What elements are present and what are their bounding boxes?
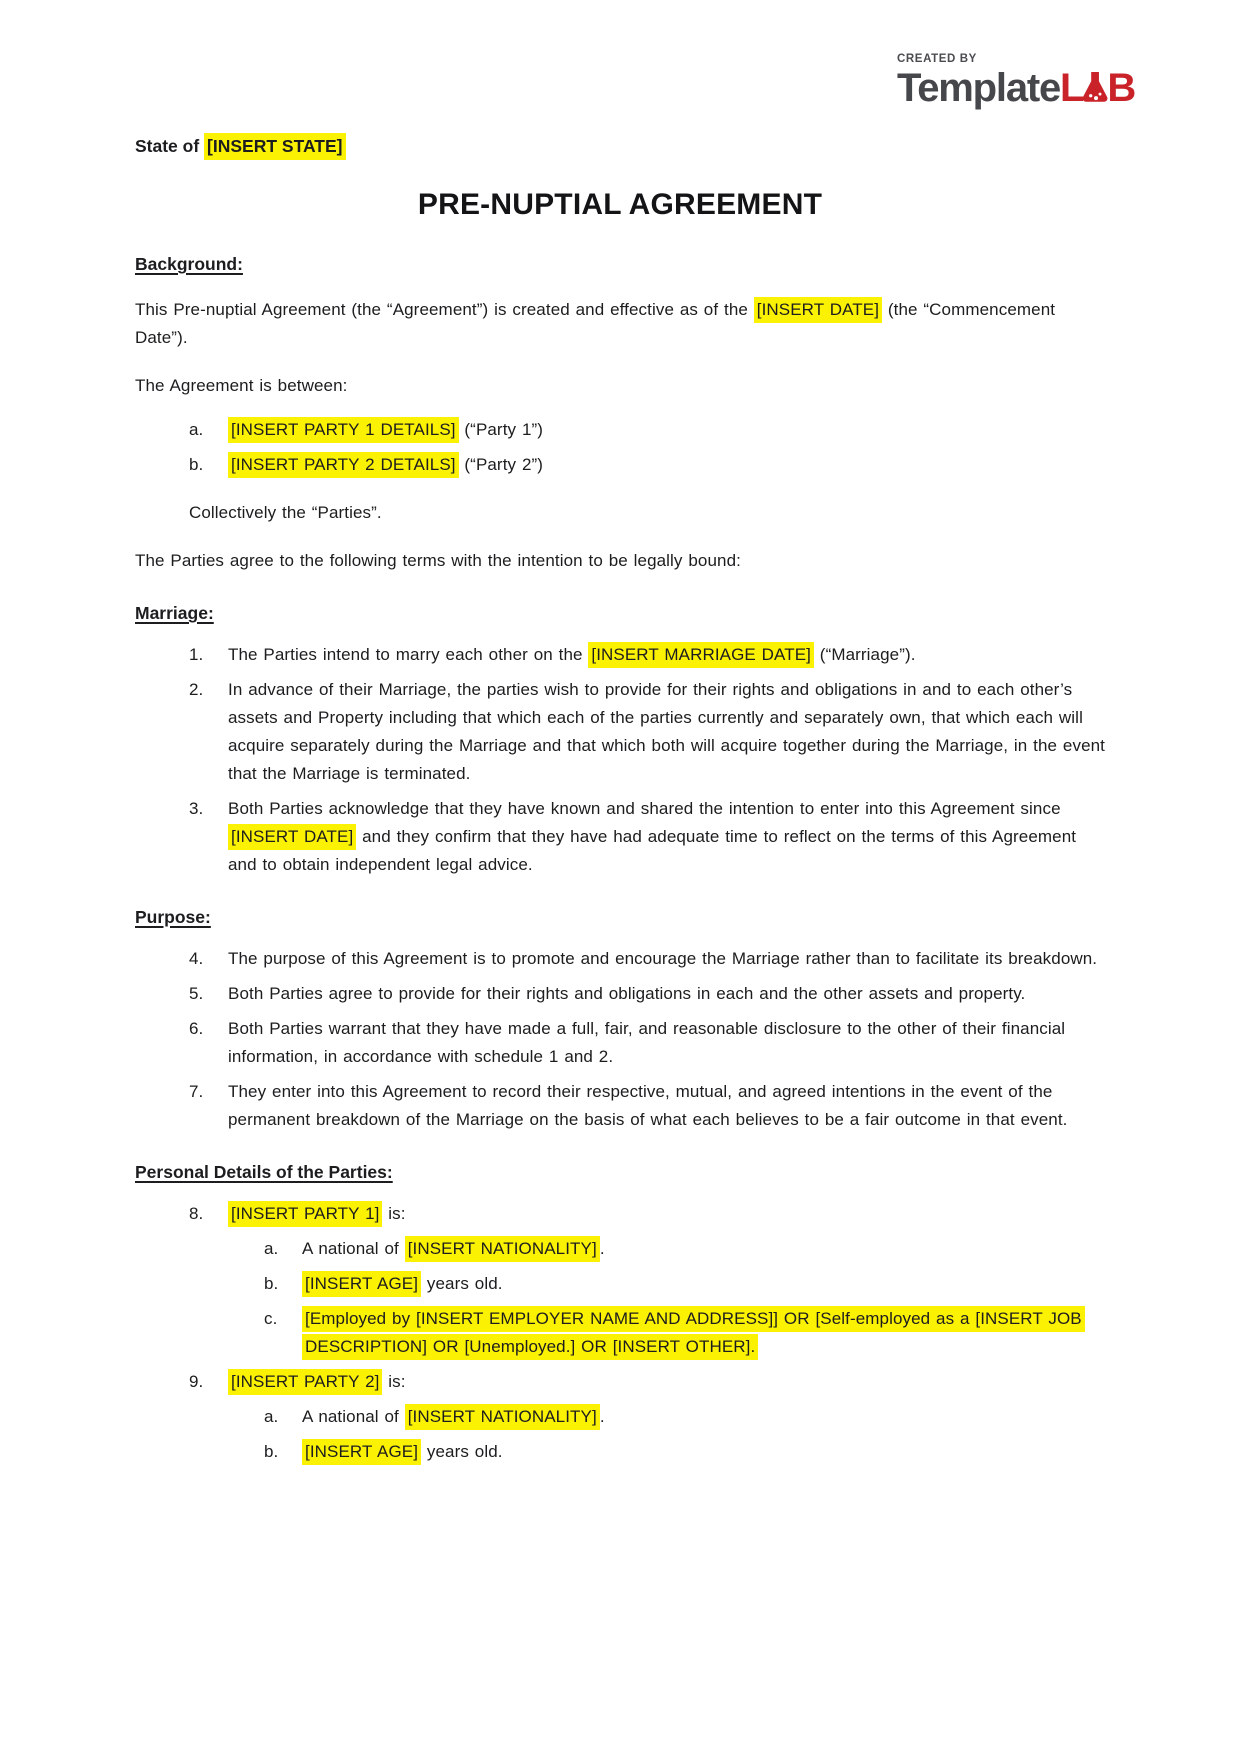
list-marker: a. [189,420,204,439]
text-run: (“Party 1”) [458,420,544,439]
highlight-run: [INSERT MARRIAGE DATE] [588,642,814,668]
list-item-8c [135,1305,1105,1361]
list-marker: 8. [189,1204,204,1223]
list-item-4 [135,945,1105,973]
highlight-run: [INSERT DATE] [228,824,356,850]
list-item-8a [135,1235,1105,1263]
brand-lab-l: L [1060,65,1084,110]
list-marker: 5. [189,984,204,1003]
list-item-text [302,1270,1105,1298]
list-item-party-b [135,451,1105,479]
section-heading-background: Background: [135,254,243,274]
list-marker: 1. [189,645,204,664]
brand-template-text: Template [897,65,1061,110]
section-heading-purpose: Purpose: [135,907,211,927]
list-marker: 9. [189,1372,204,1391]
highlight-run: [INSERT PARTY 1] [228,1201,382,1227]
list-marker: 3. [189,799,204,818]
text-run: . [599,1239,605,1258]
paragraph-intro [135,296,1105,352]
paragraph-collectively: Collectively the “Parties”. [189,503,382,522]
text-run: Both Parties warrant that they have made a full, fair, and reasonable disclosure to the other of their financial information, in accordance with schedule 1 and 2. [228,1019,1066,1066]
list-item-text [302,1305,1105,1361]
highlight-run: [INSERT STATE] [204,133,345,160]
page-title: PRE-NUPTIAL AGREEMENT [417,188,823,221]
list-item-text [228,1015,1105,1071]
text-run: This Pre-nuptial Agreement (the “Agreement”) is created and effective as of the [135,300,754,319]
list-item-8 [135,1200,1105,1228]
list-item-1 [135,641,1105,669]
list-marker: b. [189,455,204,474]
highlight-run: [INSERT NATIONALITY] [405,1404,600,1430]
text-run: Both Parties acknowledge that they have known and shared the intention to enter into this Agreement since [228,799,1061,818]
list-marker: 7. [189,1082,204,1101]
text-run: Both Parties agree to provide for their rights and obligations in each and the other assets and property. [228,984,1026,1003]
list-item-text [228,1200,1105,1228]
highlight-run: [INSERT AGE] [302,1439,421,1465]
brand-lab-b: B [1107,65,1136,110]
list-marker: 2. [189,680,204,699]
text-run: They enter into this Agreement to record their respective, mutual, and agreed intentions in the event of the permanent breakdown of the Marriage on the basis of what each believes to be a fair outcome in that event. [228,1082,1068,1129]
highlight-run: [INSERT NATIONALITY] [405,1236,600,1262]
text-run: years old. [421,1274,503,1293]
paragraph-legally-bound: The Parties agree to the following terms with the intention to be legally bound: [135,551,741,570]
list-item-text [228,945,1105,973]
list-marker: a. [264,1407,279,1426]
list-item-text [228,795,1105,879]
section-heading-personal-details: Personal Details of the Parties: [135,1162,393,1182]
parties-list [135,416,1105,479]
paragraph-between: The Agreement is between: [135,376,348,395]
list-item-text [228,676,1105,788]
list-item-7 [135,1078,1105,1134]
list-marker: 4. [189,949,204,968]
list-item-text [228,1368,1105,1396]
text-run: is: [382,1204,406,1223]
marriage-list [135,641,1105,879]
list-item-6 [135,1015,1105,1071]
text-run: The purpose of this Agreement is to promote and encourage the Marriage rather than to facilitate its breakdown. [228,949,1098,968]
highlight-run: [INSERT PARTY 2] [228,1369,382,1395]
list-item-8b [135,1270,1105,1298]
flask-icon [1083,66,1107,110]
purpose-list [135,945,1105,1134]
highlight-run: [INSERT DATE] [754,297,882,323]
list-item-2 [135,676,1105,788]
text-run: State of [135,136,205,156]
text-run: is: [382,1372,406,1391]
list-marker: c. [264,1309,278,1328]
state-line [135,134,1105,158]
text-run: A national of [302,1407,405,1426]
highlight-run: [INSERT PARTY 2 DETAILS] [228,452,459,478]
list-item-text [228,1078,1105,1134]
brand-lab-text [1060,66,1135,110]
highlight-run: [INSERT PARTY 1 DETAILS] [228,417,459,443]
text-run: years old. [421,1442,503,1461]
list-item-5 [135,980,1105,1008]
list-marker: 6. [189,1019,204,1038]
list-marker: a. [264,1239,279,1258]
list-item-9a [135,1403,1105,1431]
list-marker: b. [264,1442,279,1461]
text-run: . [599,1407,605,1426]
list-item-text [228,416,1105,444]
text-run: A national of [302,1239,405,1258]
personal-details-list [135,1200,1105,1466]
list-item-3 [135,795,1105,879]
brand-wordmark [897,65,1136,110]
highlight-run: [INSERT AGE] [302,1271,421,1297]
text-run: (“Marriage”). [813,645,916,664]
created-by-label: CREATED BY [897,53,977,65]
list-item-text [228,980,1105,1008]
text-run: and they confirm that they have had adequate time to reflect on the terms of this Agreement and to obtain independent legal advice. [228,827,1077,874]
list-item-text [302,1235,1105,1263]
section-heading-marriage: Marriage: [135,603,214,623]
highlight-run: [Employed by [INSERT EMPLOYER NAME AND ADDRESS]] OR [Self-employed as a [INSERT JOB DESCRIPTION] OR [Unemployed.] OR [INSERT OTHER]. [302,1306,1085,1360]
list-item-9 [135,1368,1105,1396]
list-item-text [228,451,1105,479]
list-marker: b. [264,1274,279,1293]
list-item-party-a [135,416,1105,444]
list-item-text [302,1403,1105,1431]
templatelab-logo [897,54,1135,108]
list-item-text [228,641,1105,669]
list-item-text [302,1438,1105,1466]
text-run: (“Party 2”) [458,455,544,474]
text-run: The Parties intend to marry each other on the [228,645,589,664]
list-item-9b [135,1438,1105,1466]
text-run: In advance of their Marriage, the parties wish to provide for their rights and obligations in and to each other’s assets and Property including that which each of the parties currently and separately own, that which each will acquire separately during the Marriage and that which both will acquire together during the Marriage, in the event that the Marriage is terminated. [228,680,1106,783]
text-run: (the “Commencement Date”). [135,300,1056,347]
